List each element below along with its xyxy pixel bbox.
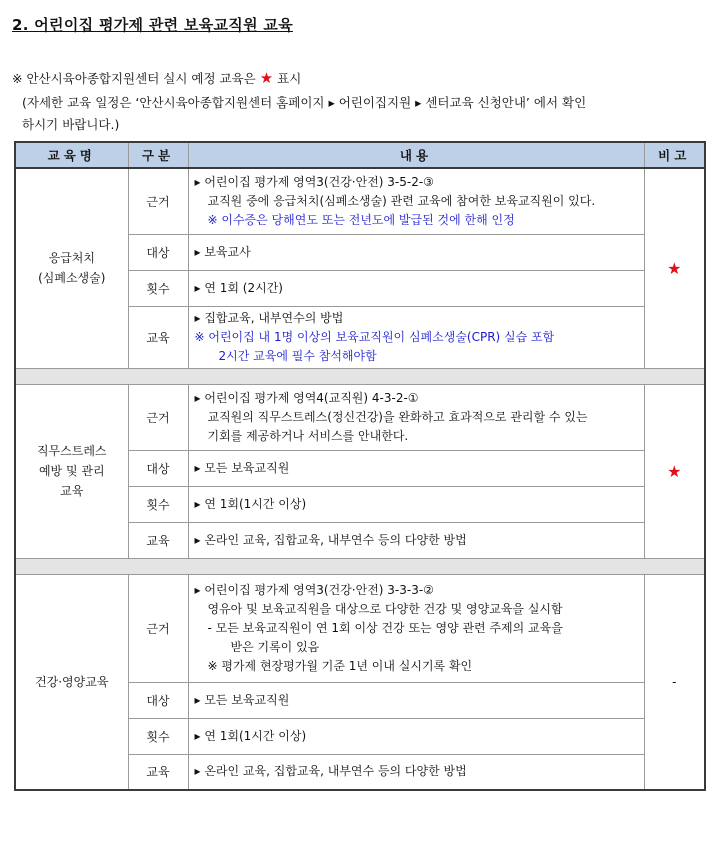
- category-cell: 근거: [128, 384, 188, 450]
- content-line: ※ 어린이집 내 1명 이상의 보육교직원이 심폐소생술(CPR) 실습 포함: [194, 329, 555, 344]
- content-line: ▸ 어린이집 평가제 영역3(건강·안전) 3-5-2-③: [194, 174, 434, 189]
- table-row: [15, 384, 705, 450]
- separator-cell: [15, 368, 705, 384]
- education-name-line: 응급처치: [48, 251, 95, 266]
- note-prefix: ※ 안산시육아종합지원센터 실시 예정 교육은: [12, 71, 256, 86]
- content-line: ▸ 연 1회(1시간 이상): [194, 496, 307, 511]
- content-line: 교직원의 직무스트레스(정신건강)을 완화하고 효과적으로 관리할 수 있는: [207, 409, 588, 424]
- note-line-2: (자세한 교육 일정은 ‘안산시육아종합지원센터 홈페이지 ▸ 어린이집지원 ▸ 센터교육 신청안내’ 에서 확인: [22, 95, 587, 110]
- header-content: 내용: [188, 142, 644, 168]
- category-cell: 대상: [128, 450, 188, 486]
- content-line: ▸ 모든 보육교직원: [194, 692, 290, 707]
- star-icon: ★: [259, 69, 274, 87]
- content-line: ▸ 연 1회(1시간 이상): [194, 728, 307, 743]
- category-cell: 횟수: [128, 270, 188, 306]
- content-line: ▸ 연 1회 (2시간): [194, 280, 283, 295]
- remarks-cell: [644, 384, 705, 558]
- content-line: ▸ 어린이집 평가제 영역4(교직원) 4-3-2-①: [194, 390, 419, 405]
- content-line: 영유아 및 보육교직원을 대상으로 다양한 건강 및 영양교육을 실시함: [207, 601, 563, 616]
- star-icon: ★: [667, 461, 682, 481]
- header-education-name: 교육명: [15, 142, 128, 168]
- table-header-row: [15, 142, 705, 168]
- content-line: ※ 이수증은 당해연도 또는 전년도에 발급된 것에 한해 인정: [207, 212, 515, 227]
- content-line: 받은 기록이 있음: [230, 639, 320, 654]
- header-remarks: 비고: [644, 142, 705, 168]
- category-cell: 횟수: [128, 718, 188, 754]
- content-cell: [188, 574, 644, 682]
- note-line-3: 하시기 바랍니다.): [22, 117, 120, 132]
- table-row: [15, 574, 705, 682]
- remarks-cell: [644, 574, 705, 790]
- content-cell: [188, 168, 644, 234]
- content-line: - 모든 보육교직원이 연 1회 이상 건강 또는 영양 관련 주제의 교육을: [207, 620, 563, 635]
- content-line: 2시간 교육에 필수 참석해야함: [218, 348, 377, 363]
- content-cell: [188, 384, 644, 450]
- table-body: [15, 168, 705, 790]
- star-icon: ★: [667, 258, 682, 278]
- category-cell: 대상: [128, 682, 188, 718]
- education-name-cell: [15, 574, 128, 790]
- remarks-text: -: [672, 674, 677, 689]
- content-cell: [188, 718, 644, 754]
- content-line: 기회를 제공하거나 서비스를 안내한다.: [207, 428, 409, 443]
- education-name-cell: [15, 384, 128, 558]
- content-cell: [188, 754, 644, 790]
- table-row: [15, 168, 705, 234]
- section-separator: [15, 558, 705, 574]
- category-cell: 횟수: [128, 486, 188, 522]
- separator-cell: [15, 558, 705, 574]
- content-cell: [188, 682, 644, 718]
- section-separator: [15, 368, 705, 384]
- content-line: ▸ 온라인 교육, 집합교육, 내부연수 등의 다양한 방법: [194, 764, 467, 779]
- content-cell: [188, 234, 644, 270]
- content-cell: [188, 450, 644, 486]
- content-line: ▸ 온라인 교육, 집합교육, 내부연수 등의 다양한 방법: [194, 532, 467, 547]
- education-name-line: 교육: [60, 484, 84, 498]
- header-category: 구분: [128, 142, 188, 168]
- education-name-line: 건강·영양교육: [35, 674, 109, 689]
- category-cell: 교육: [128, 306, 188, 368]
- remarks-cell: [644, 168, 705, 368]
- education-name-line: 예방 및 관리: [38, 464, 105, 478]
- category-cell: 근거: [128, 574, 188, 682]
- note-suffix: 표시: [277, 71, 302, 86]
- content-cell: [188, 486, 644, 522]
- category-cell: 근거: [128, 168, 188, 234]
- content-cell: [188, 270, 644, 306]
- content-cell: [188, 306, 644, 368]
- category-cell: 교육: [128, 522, 188, 558]
- content-line: ▸ 모든 보육교직원: [194, 460, 290, 475]
- content-line: 교직원 중에 응급처치(심폐소생술) 관련 교육에 참여한 보육교직원이 있다.: [207, 193, 596, 208]
- content-line: ▸ 어린이집 평가제 영역3(건강·안전) 3-3-3-②: [194, 582, 434, 597]
- page-title: 2. 어린이집 평가제 관련 보육교직원 교육: [12, 16, 293, 34]
- education-name-line: (심폐소생술): [38, 271, 106, 286]
- education-table: [14, 141, 706, 791]
- education-name-cell: [15, 168, 128, 368]
- content-cell: [188, 522, 644, 558]
- content-line: ※ 평가제 현장평가월 기준 1년 이내 실시기록 확인: [207, 658, 473, 673]
- category-cell: 대상: [128, 234, 188, 270]
- note-line-1: [12, 68, 301, 89]
- education-name-line: 직무스트레스: [36, 444, 107, 458]
- category-cell: 교육: [128, 754, 188, 790]
- content-line: ▸ 집합교육, 내부연수의 방법: [194, 310, 344, 325]
- content-line: ▸ 보육교사: [194, 244, 251, 259]
